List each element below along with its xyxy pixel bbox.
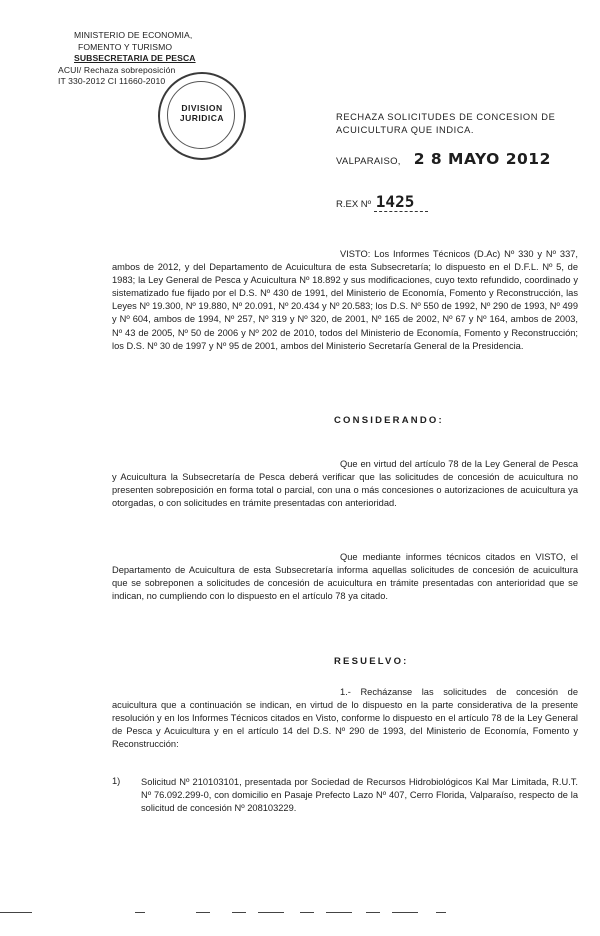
- place-label: VALPARAISO,: [336, 156, 401, 167]
- stamp-center-text: [160, 103, 244, 123]
- footer-dash: [232, 912, 246, 913]
- footer-dash: [366, 912, 380, 913]
- footer-dash: [135, 912, 145, 913]
- place-date-line: [336, 150, 551, 168]
- rex-number: 1425: [374, 192, 429, 212]
- item-1-number: 1): [112, 776, 121, 786]
- rex-label: R.EX Nº: [336, 199, 372, 210]
- footer-dash: [392, 912, 418, 913]
- resuelvo-paragraph-1: 1.- Recházanse las solicitudes de concesión de acuicultura que a continuación se indican, en virtud de lo dispuesto en la parte considerativa de la presente resolución y en los Informes Técnicos citados en Visto, conforme lo dispuesto en el artículo 78 de la Ley General de Pesca y Acuicultura y en el artículo 14 del D.S. Nº 290 de 1993, del Ministerio de Economía, Fomento y Reconstrucción:: [112, 687, 578, 750]
- header-line-subsecretaria: SUBSECRETARIA DE PESCA: [74, 53, 196, 63]
- footer-dash: [436, 912, 446, 913]
- item-1-text: Solicitud Nº 210103101, presentada por Sociedad de Recursos Hidrobiológicos Kal Mar Limitada, R.U.T. Nº 76.092.299-0, con domicilio en Pasaje Prefecto Lazo Nº 407, Cerro Florida, Valparaíso, respecto de la solicitud de concesión Nº 208103229.: [141, 777, 578, 814]
- resolution-subject: RECHAZA SOLICITUDES DE CONCESION DE ACUICULTURA QUE INDICA.: [336, 112, 556, 135]
- resuelvo-heading: RESUELVO:: [334, 656, 409, 667]
- footer-dash: [258, 912, 284, 913]
- header-line-ministry: MINISTERIO DE ECONOMIA,: [74, 30, 193, 40]
- resolution-number-line: [336, 192, 428, 211]
- footer-dash: [196, 912, 210, 913]
- header-line-it: IT 330-2012 CI 11660-2010: [58, 76, 166, 86]
- division-juridica-stamp: [158, 72, 246, 160]
- stamp-line-division: DIVISION: [181, 103, 223, 113]
- resolution-date: 2 8 MAYO 2012: [413, 150, 551, 168]
- header-line-fomento: FOMENTO Y TURISMO: [78, 41, 173, 52]
- visto-paragraph: VISTO: Los Informes Técnicos (D.Ac) Nº 330 y Nº 337, ambos de 2012, y del Departamento de Acuicultura de esta Subsecretaría; lo dispuesto en el D.F.L. Nº 5, de 1983; la Ley General de Pesca y Acuicultura Nº 18.892 y sus modificaciones, cuyo texto refundido, coordinado y sistematizado fue fijado por el D.S. Nº 430 de 1991, del Ministerio de Economía, Fomento y Reconstrucción, las Leyes Nº 19.300, Nº 19.880, Nº 20.091, Nº 20.434 y Nº 20.583; los D.S. Nº 550 de 1992, Nº 290 de 1993, Nº 499 y Nº 604, ambos de 1994, Nº 257, Nº 319 y Nº 320, de 2001, Nº 165 de 2002, Nº 67 y Nº 164, ambos de 2003, Nº 43 de 2005, Nº 50 de 2006 y Nº 202 de 2010, todos del Ministerio de Economía, Fomento y Reconstrucción; los D.S. Nº 30 de 1997 y Nº 95 de 2001, ambos del Ministerio Secretaría General de la Presidencia.: [112, 249, 578, 351]
- footer-dash: [326, 912, 352, 913]
- considerando-heading: CONSIDERANDO:: [334, 415, 444, 426]
- header-line-acui: ACUI/ Rechaza sobreposición: [58, 64, 176, 75]
- considerando-paragraph-2: Que mediante informes técnicos citados en VISTO, el Departamento de Acuicultura de esta Subsecretaría informa aquellas solicitudes de concesión de acuicultura que se sobreponen a solicitudes de concesión de acuicultura en trámite presentadas con anterioridad que se indican, no cumpliendo con lo dispuesto en el artículo 78 ya citado.: [112, 552, 578, 602]
- stamp-line-juridica: JURIDICA: [179, 113, 225, 123]
- considerando-paragraph-1: Que en virtud del artículo 78 de la Ley General de Pesca y Acuicultura la Subsecretaría de Pesca deberá verificar que las solicitudes de concesión de acuicultura no presenten sobreposición en forma total o parcial, con una o más concesiones o autorizaciones de acuicultura ya otorgadas, o con solicitudes en trámite presentadas con anterioridad.: [112, 459, 578, 509]
- footer-dash: [300, 912, 314, 913]
- footer-dash: [0, 912, 32, 913]
